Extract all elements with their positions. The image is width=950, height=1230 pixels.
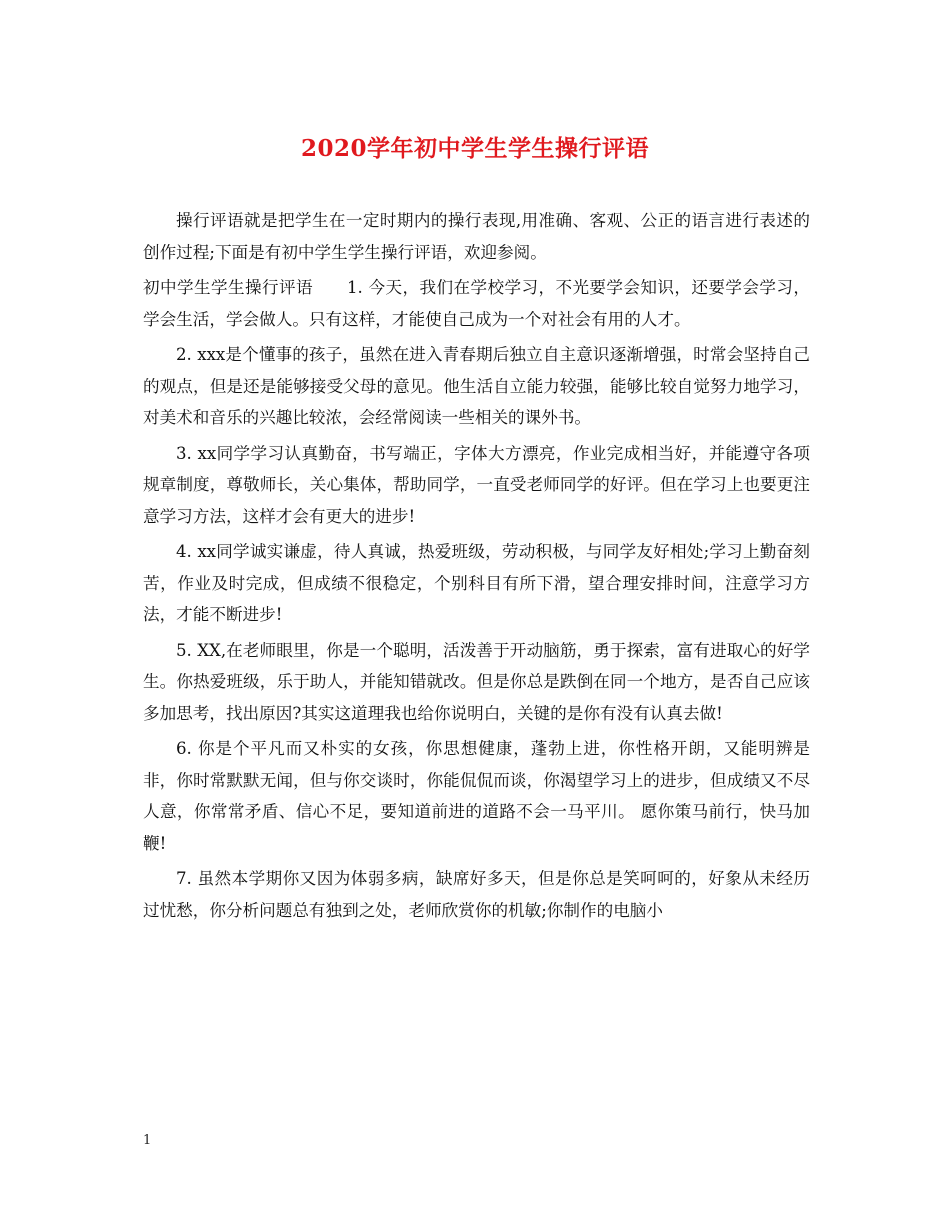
comment-item-5: 5. XX,在老师眼里，你是一个聪明，活泼善于开动脑筋，勇于探索，富有进取心的好学生。你热爱班级，乐于助人，并能知错就改。但是你总是跌倒在同一个地方，是否自己应该多加思考，找出原因?其实这道理我也给你说明白，关键的是你有没有认真去做!	[143, 640, 810, 723]
comment-item-2: 2. xxx是个懂事的孩子，虽然在进入青春期后独立自主意识逐渐增强，时常会坚持自己的观点，但是还是能够接受父母的意见。他生活自立能力较强，能够比较自觉努力地学习，对美术和音乐的兴趣比较浓，会经常阅读一些相关的课外书。	[143, 345, 810, 427]
comment-item-6: 6. 你是个平凡而又朴实的女孩，你思想健康，蓬勃上进，你性格开朗，又能明辨是非，你时常默默无闻，但与你交谈时，你能侃侃而谈，你渴望学习上的进步，但成绩又不尽人意，你常常矛盾、信心不足，要知道前进的道路不会一马平川。 愿你策马前行，快马加鞭!	[143, 739, 810, 853]
document-body	[143, 205, 810, 930]
comment-item-3: 3. xx同学学习认真勤奋，书写端正，字体大方漂亮，作业完成相当好，并能遵守各项规章制度，尊敬师长，关心集体，帮助同学，一直受老师同学的好评。但在学习上也要更注意学习方法，这样才会有更大的进步!	[143, 443, 810, 526]
intro-paragraph: 操行评语就是把学生在一定时期内的操行表现,用准确、客观、公正的语言进行表述的创作过程;下面是有初中学生学生操行评语，欢迎参阅。	[143, 211, 810, 262]
comment-item-4: 4. xx同学诚实谦虚，待人真诚，热爱班级，劳动积极，与同学友好相处;学习上勤奋刻苦，作业及时完成，但成绩不很稳定，个别科目有所下滑，望合理安排时间，注意学习方法，才能不断进步!	[143, 542, 810, 624]
document-title: 2020学年初中学生学生操行评语	[300, 135, 649, 162]
section-heading-paragraph: 初中学生学生操行评语 1. 今天，我们在学校学习，不光要学会知识，还要学会学习，学会生活，学会做人。只有这样，才能使自己成为一个对社会有用的人才。	[143, 278, 810, 329]
comment-item-7: 7. 虽然本学期你又因为体弱多病，缺席好多天，但是你总是笑呵呵的，好象从未经历过忧愁，你分析问题总有独到之处，老师欣赏你的机敏;你制作的电脑小	[143, 869, 810, 920]
page-number: 1	[143, 1133, 152, 1148]
